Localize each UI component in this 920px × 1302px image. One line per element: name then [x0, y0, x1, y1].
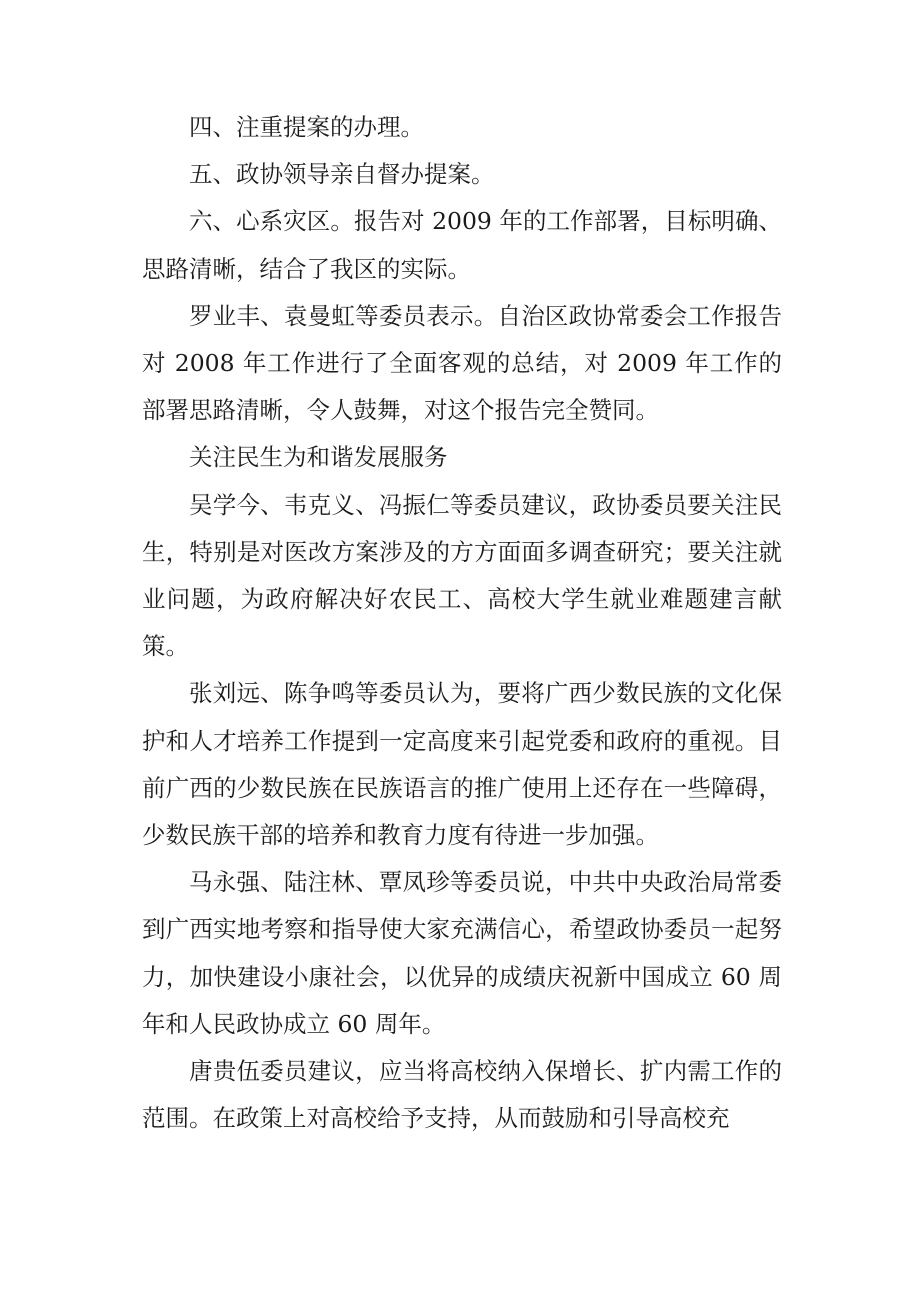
paragraph-item-4: 四、注重提案的办理。 [189, 113, 424, 141]
paragraph-committee-remarks: 罗业丰、袁曼虹等委员表示。自治区政协常委会工作报告对 2008 年工作进行了全面客观的总结，对 2009 年工作的部署思路清晰，令人鼓舞，对这个报告完全赞同。 [142, 301, 782, 425]
paragraph-xiaokang: 马永强、陆注林、覃凤珍等委员说，中共中央政治局常委到广西实地考察和指导使大家充满信心，希望政协委员一起努力，加快建设小康社会，以优异的成绩庆祝新中国成立 60 周年和人民政协成立 60 周年。 [142, 868, 782, 1038]
paragraph-item-5: 五、政协领导亲自督办提案。 [189, 160, 495, 189]
paragraph-universities: 唐贵伍委员建议，应当将高校纳入保增长、扩内需工作的范围。在政策上对高校给予支持，从而鼓励和引导高校充 [142, 1057, 782, 1133]
section-heading: 关注民生为和谐发展服务 [189, 443, 448, 472]
paragraph-minority-culture: 张刘远、陈争鸣等委员认为，要将广西少数民族的文化保护和人才培养工作提到一定高度来引起党委和政府的重视。目前广西的少数民族在民族语言的推广使用上还存在一些障碍，少数民族干部的培养和教育力度有待进一步加强。 [142, 679, 782, 850]
paragraph-item-6: 六、心系灾区。报告对 2009 年的工作部署，目标明确、思路清晰，结合了我区的实际。 [142, 207, 782, 283]
document-body [142, 104, 782, 1142]
paragraph-livelihood: 吴学今、韦克义、冯振仁等委员建议，政协委员要关注民生，特别是对医改方案涉及的方方面面多调查研究；要关注就业问题，为政府解决好农民工、高校大学生就业难题建言献策。 [142, 490, 782, 661]
